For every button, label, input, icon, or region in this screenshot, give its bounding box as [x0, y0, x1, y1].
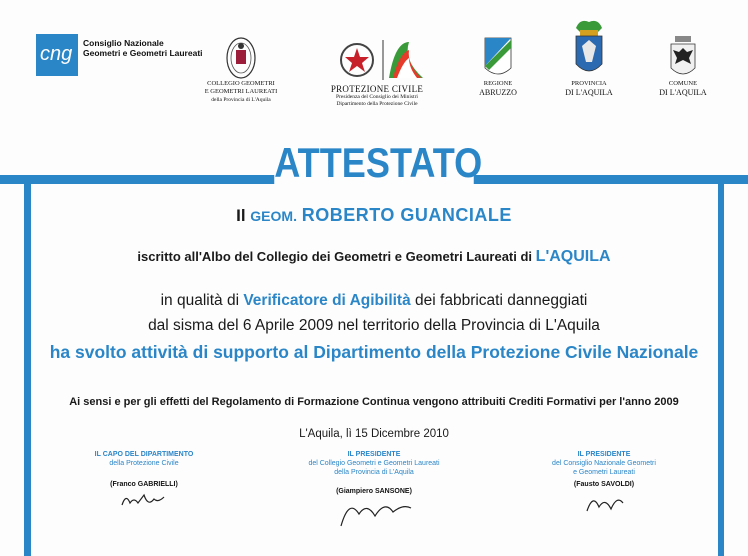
comune-logo [650, 34, 716, 97]
collegio-line2: E GEOMETRI LAUREATI [204, 88, 278, 95]
body-line-3: ha svolto attività di supporto al Dipartimento della Protezione Civile Nazionale [49, 342, 699, 362]
cng-caption-line2: Geometri e Geometri Laureati [83, 48, 203, 58]
role-suffix: dei fabbricati danneggiati [415, 292, 588, 309]
provincia-crest-icon [556, 18, 622, 80]
signature-1-role: IL CAPO DEL DIPARTIMENTO [94, 451, 194, 458]
protezione-civile-logo [318, 36, 436, 108]
date-line: L'Aquila, lì 15 Dicembre 2010 [299, 428, 449, 440]
provincia-line1: PROVINCIA [571, 80, 607, 87]
signature-1-role-detail: della Protezione Civile [109, 460, 179, 467]
role-prefix: in qualità di [160, 292, 240, 309]
comune-eagle-crest-icon [650, 34, 716, 80]
signature-3-role-detail: del Consiglio Nazionale Geometri [552, 460, 656, 467]
body-line-1 [0, 292, 748, 310]
regione-line2: ABRUZZO [479, 88, 517, 97]
cng-caption [83, 38, 203, 58]
signature-2-handwriting [319, 496, 429, 530]
registry-line [0, 248, 748, 266]
role-name: Verificatore di Agibilità [243, 292, 411, 309]
signature-2-role: IL PRESIDENTE [347, 451, 401, 458]
signature-2-role-detail: del Collegio Geometri e Geometri Laureati [308, 460, 440, 467]
body-line-2: dal sisma del 6 Aprile 2009 nel territorio della Provincia di L'Aquila [148, 317, 600, 334]
recipient-prefix: Il [236, 206, 246, 225]
credits-line: Ai sensi e per gli effetti del Regolamento di Formazione Continua vengono attribuiti Crediti Formativi per l'anno 2009 [69, 396, 679, 408]
signature-1-handwriting [104, 489, 184, 511]
collegio-line1: COLLEGIO GEOMETRI [207, 80, 275, 87]
signature-3-handwriting [559, 489, 649, 517]
frame-right-border [718, 178, 724, 556]
signature-block-2 [296, 450, 452, 530]
protezione-civile-line3: Dipartimento della Protezione Civile [336, 101, 418, 107]
registry-text: iscritto all'Albo del Collegio dei Geometri e Geometri Laureati di [137, 249, 533, 264]
signature-3-role-detail-2: e Geometri Laureati [573, 469, 635, 476]
provincia-logo [556, 18, 622, 97]
recipient-name: ROBERTO GUANCIALE [301, 205, 512, 225]
signature-3-role: IL PRESIDENTE [577, 451, 631, 458]
comune-line1: COMUNE [668, 80, 698, 87]
frame-left-border [24, 178, 31, 556]
protezione-civile-title: PROTEZIONE CIVILE [330, 84, 424, 94]
cng-logo [36, 34, 78, 76]
signature-block-3 [538, 450, 670, 517]
recipient-line [0, 205, 748, 226]
protezione-civile-line2: Presidenza del Consiglio dei Ministri [336, 94, 418, 100]
svg-text:cng: cng [40, 43, 73, 65]
regione-abruzzo-flag-icon [470, 36, 526, 80]
regione-line1: REGIONE [483, 80, 513, 87]
signature-3-name: (Fausto SAVOLDI) [573, 481, 635, 488]
protezione-civile-emblem-icon [318, 36, 436, 84]
cng-caption-line1: Consiglio Nazionale [83, 38, 164, 48]
signature-1-name: (Franco GABRIELLI) [110, 481, 178, 488]
collegio-line3: della Provincia di L'Aquila [211, 97, 271, 103]
recipient-title: GEOM. [250, 208, 297, 224]
regione-abruzzo-logo [470, 36, 526, 97]
collegio-seal-icon [196, 36, 286, 80]
comune-line2: DI L'AQUILA [659, 88, 707, 97]
signature-block-1 [82, 450, 206, 511]
registry-city: L'AQUILA [535, 248, 611, 265]
certificate-title: ATTESTATO [274, 139, 483, 186]
signature-2-role-detail-2: della Provincia di L'Aquila [334, 469, 414, 476]
collegio-logo [196, 36, 286, 104]
provincia-line2: DI L'AQUILA [565, 88, 613, 97]
signature-2-name: (Giampiero SANSONE) [336, 488, 412, 495]
